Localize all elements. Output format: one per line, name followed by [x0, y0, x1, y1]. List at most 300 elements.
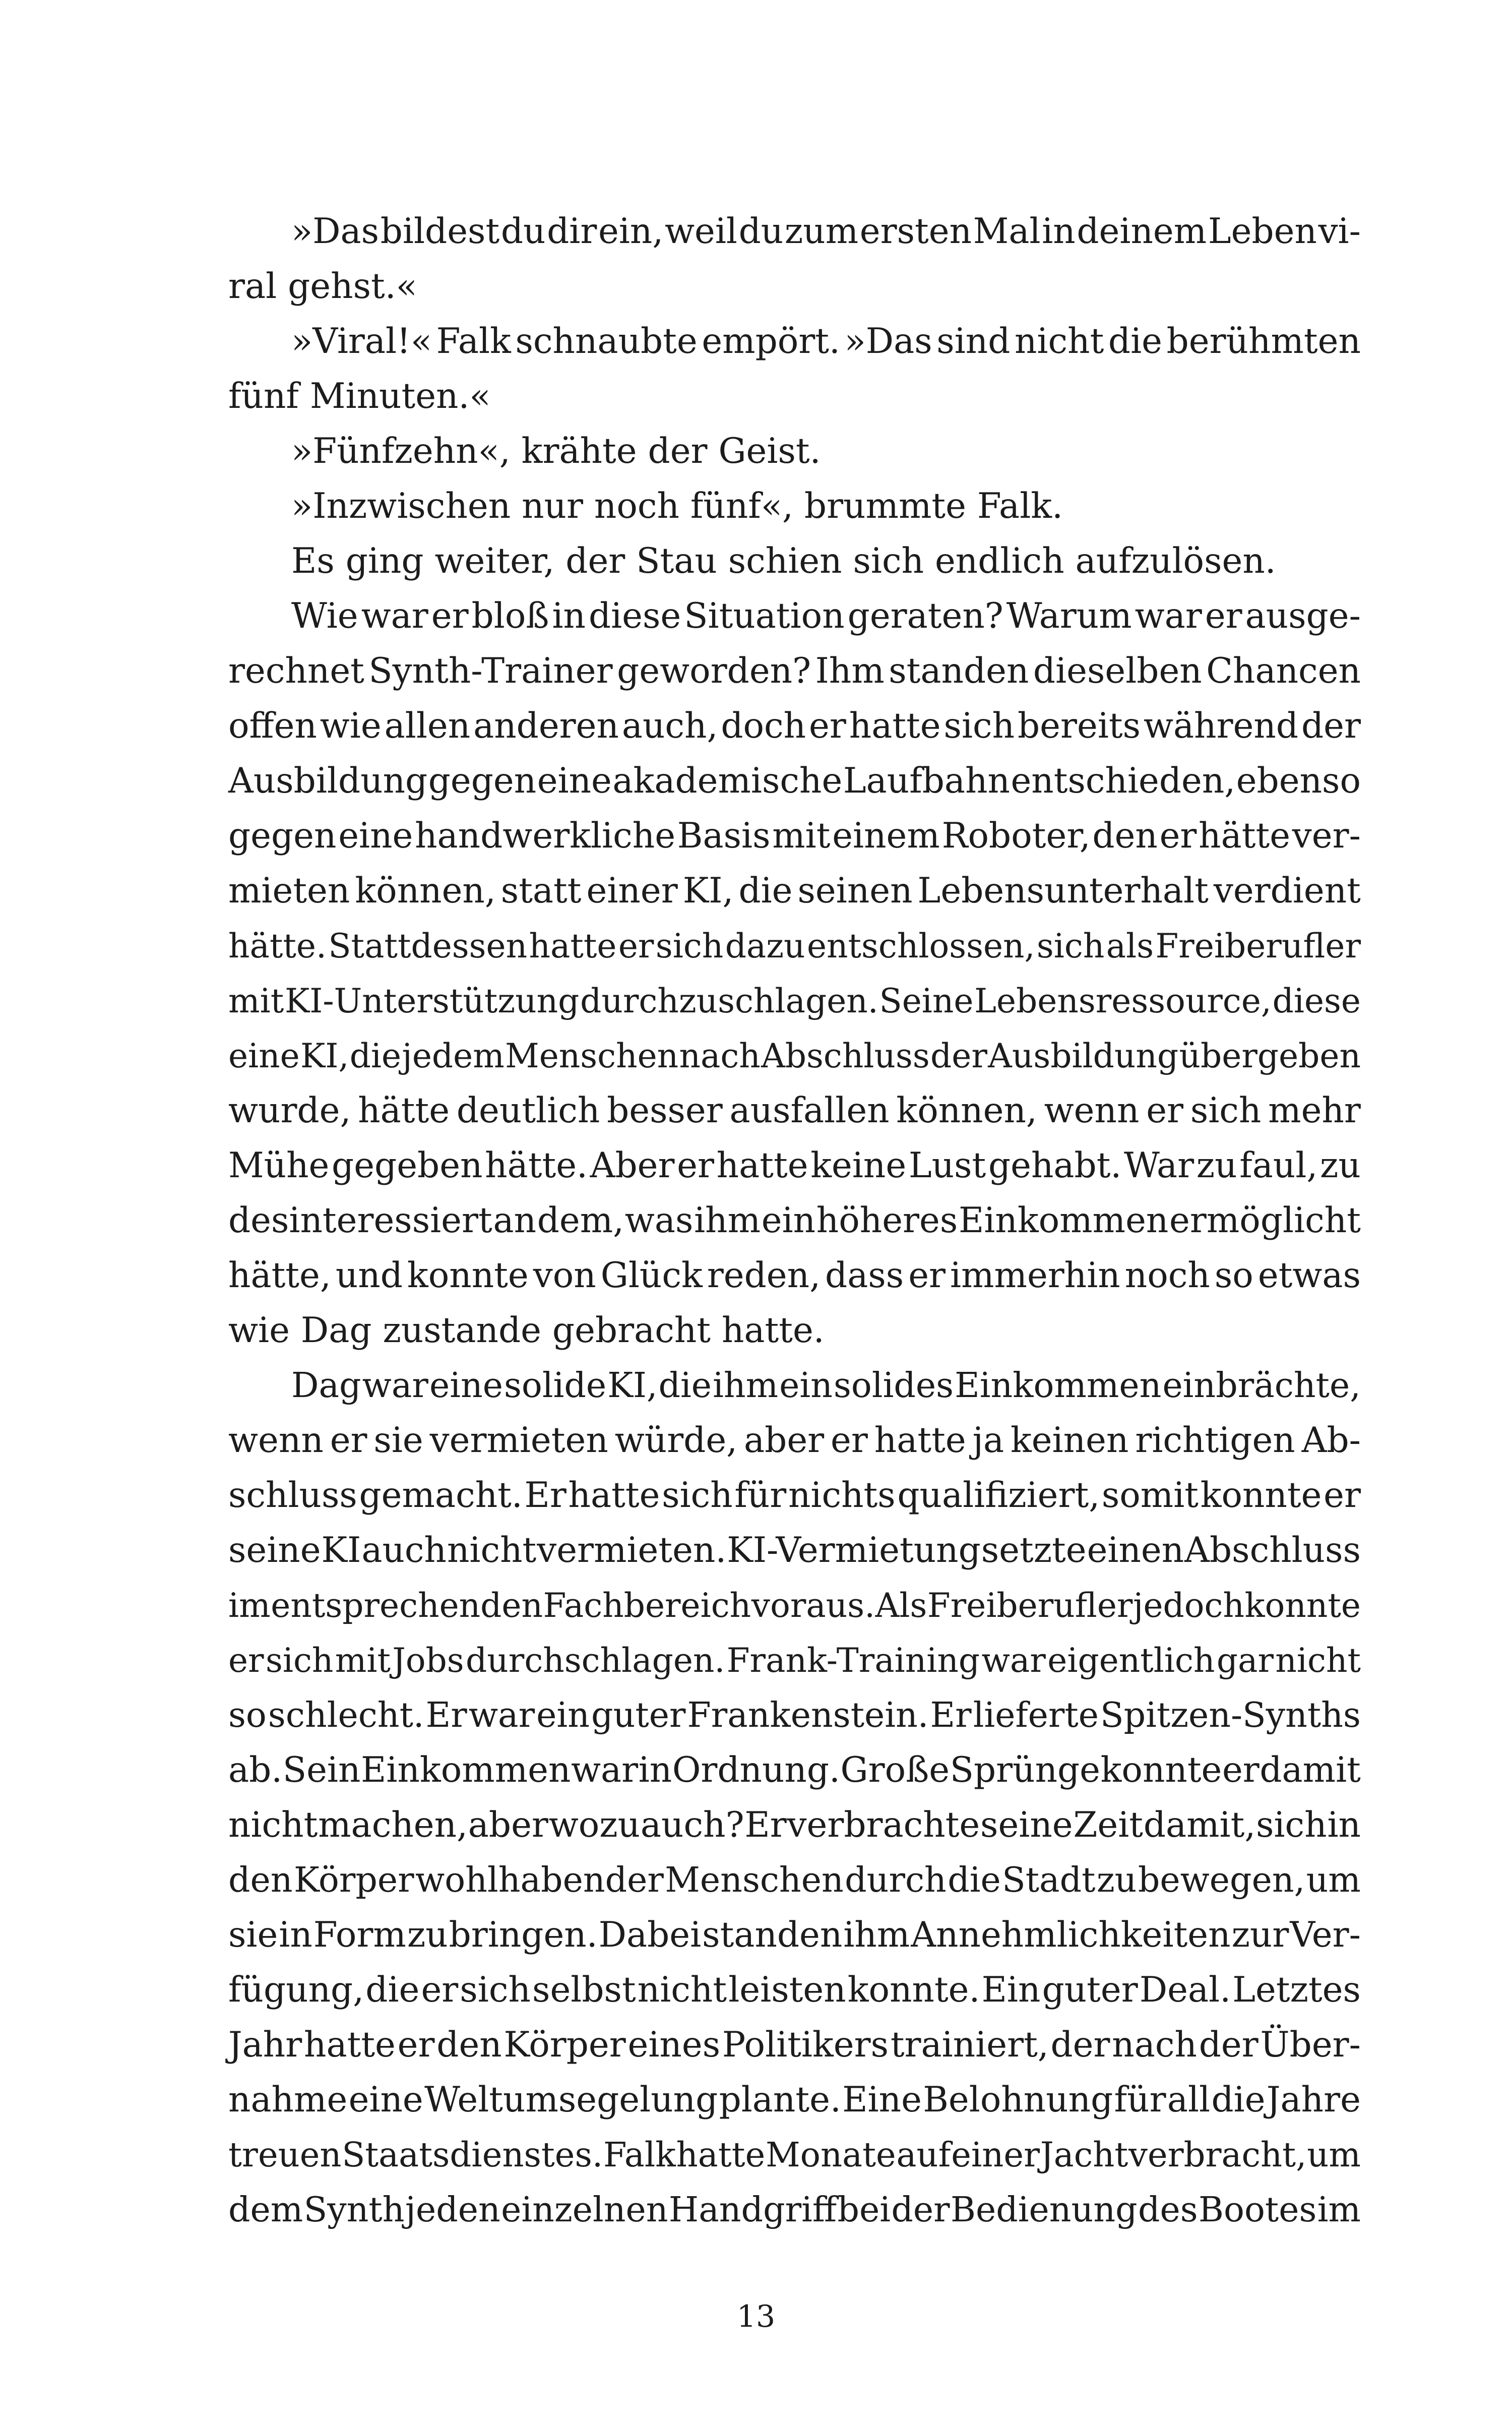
word: Politikers	[722, 2025, 889, 2065]
word: reden,	[707, 1255, 821, 1296]
text-line	[228, 314, 1361, 369]
word: deutlich	[456, 1091, 600, 1131]
word: Körper	[503, 2025, 626, 2065]
word: nicht	[637, 1970, 727, 2010]
word: seine	[228, 1530, 321, 1570]
word: hatte	[849, 706, 941, 746]
text-line	[228, 1798, 1361, 1853]
word: Frankenstein.	[687, 1696, 929, 1735]
word: ausge-	[1245, 596, 1361, 636]
word: einem	[832, 816, 940, 856]
text-line	[228, 1413, 1361, 1468]
word: dem	[228, 2190, 303, 2230]
text-line	[228, 919, 1361, 974]
word: um	[1306, 1860, 1361, 1900]
word: solides	[834, 1366, 954, 1406]
text-line	[228, 589, 1361, 644]
word: in	[279, 1915, 312, 1955]
text-line	[228, 1138, 1361, 1193]
word: ver-	[1292, 816, 1361, 856]
word: nicht	[1275, 1641, 1361, 1680]
word: vermieten.	[537, 1530, 727, 1570]
word: durchzuschlagen.	[580, 982, 878, 1020]
word: konnte	[1200, 1475, 1322, 1516]
word: Abschluss	[1184, 1530, 1361, 1570]
word: »Das	[844, 321, 932, 361]
word: für	[734, 1475, 787, 1516]
word: mieten	[228, 871, 350, 911]
word: Ausbildung	[228, 761, 428, 801]
word: KI-Vermietung	[727, 1530, 981, 1570]
word: Lebensunterhalt	[917, 871, 1209, 911]
text-line	[228, 864, 1361, 919]
word: Ver-	[1290, 1915, 1361, 1955]
word: in	[1327, 1805, 1361, 1845]
word: Situation	[684, 596, 845, 636]
word: entschieden,	[1011, 761, 1236, 801]
word: KI,	[300, 1037, 349, 1075]
text-line	[228, 2183, 1361, 2237]
word: ein	[536, 1696, 590, 1735]
word: nach	[679, 1037, 761, 1075]
word: zu	[1320, 1145, 1361, 1186]
word: jeden	[405, 2190, 500, 2230]
word: ja	[972, 1420, 1004, 1461]
word: Aber	[590, 1145, 675, 1186]
word: Bedienung	[951, 2190, 1138, 2230]
word: Synth-Trainer	[368, 651, 613, 691]
word: verbrachte	[787, 1805, 980, 1845]
word: auch	[361, 1530, 447, 1570]
word: du	[738, 211, 784, 252]
word: Eine	[842, 2080, 922, 2120]
word: mit	[772, 816, 831, 856]
word: er	[1324, 1475, 1361, 1516]
word: standen	[702, 1915, 843, 1955]
word: die	[1108, 321, 1162, 361]
word: Roboter,	[941, 816, 1091, 856]
word: an	[493, 1200, 537, 1241]
body-text	[228, 204, 1361, 2237]
word: besser	[607, 1091, 723, 1131]
word: Synth	[303, 2190, 405, 2230]
word: berühmten	[1166, 321, 1361, 361]
word: nicht	[447, 1530, 537, 1570]
word: solide	[504, 1366, 607, 1406]
word: können,	[896, 1091, 1037, 1131]
word: Große	[840, 1750, 950, 1790]
word: Handgriff	[668, 2190, 837, 2230]
word: Falk	[603, 2135, 676, 2174]
word: war	[362, 1366, 428, 1406]
word: wurde,	[228, 1091, 351, 1131]
word: der	[1050, 2025, 1110, 2065]
word: handwerkliche	[415, 816, 676, 856]
word: sie	[373, 1420, 423, 1461]
word: Ab-	[1301, 1420, 1361, 1461]
word: immerhin	[950, 1255, 1120, 1296]
word: hatte	[676, 2135, 766, 2174]
text-line	[228, 974, 1361, 1028]
word: diese	[1272, 982, 1361, 1020]
word: gegen	[228, 816, 337, 856]
word: Als	[875, 1586, 927, 1625]
text-line	[228, 2128, 1361, 2183]
word: und	[335, 1255, 403, 1296]
word: Menschen	[665, 1860, 844, 1900]
word: verbracht,	[1128, 2135, 1307, 2174]
word: wie	[320, 706, 382, 746]
word: im	[1317, 2190, 1361, 2230]
word: Staatsdienstes.	[342, 2135, 603, 2174]
text-line	[228, 809, 1361, 864]
word: Warum	[1006, 596, 1132, 636]
word: eigentlich	[1047, 1641, 1215, 1680]
word: Ihm	[815, 651, 885, 691]
word: er	[1146, 1091, 1184, 1131]
word: er	[1205, 596, 1242, 636]
word: Abschluss	[761, 1037, 930, 1075]
word: Fachbereich	[543, 1586, 751, 1625]
word: jedem	[402, 1037, 505, 1075]
word: wozu	[548, 1805, 641, 1845]
word: um	[1307, 2135, 1361, 2174]
word: somit	[1101, 1475, 1199, 1516]
word: war	[1135, 596, 1202, 636]
word: Mal	[973, 211, 1041, 252]
word: Form	[313, 1915, 406, 1955]
word: Er	[425, 1696, 467, 1735]
word: Ein	[981, 1970, 1041, 2010]
word: schluss	[228, 1475, 357, 1516]
word: Lust	[908, 1145, 986, 1186]
word: Freiberufler	[1155, 927, 1361, 965]
word: sind	[936, 321, 1011, 361]
word: eine	[338, 816, 413, 856]
word: konnte.	[847, 1970, 980, 2010]
word: Dabei	[598, 1915, 702, 1955]
word: schnaubte	[515, 321, 698, 361]
word: übergeben	[1179, 1037, 1361, 1075]
word: der	[930, 1037, 987, 1075]
word: weil	[664, 211, 737, 252]
word: seinen	[797, 871, 913, 911]
word: in	[1042, 211, 1076, 252]
word: sich	[662, 1475, 733, 1516]
word: er	[831, 1420, 868, 1461]
word: einzelnen	[501, 2190, 668, 2230]
word: gemacht.	[359, 1475, 523, 1516]
word: die	[1211, 2080, 1266, 2120]
word: den	[436, 2025, 502, 2065]
word: er	[431, 596, 469, 636]
text-line: Es ging weiter, der Stau schien sich endlich aufzulösen.	[291, 541, 1276, 581]
word: Jobs	[392, 1641, 464, 1680]
word: keine	[810, 1145, 907, 1186]
word: einer	[951, 2135, 1040, 2174]
word: die	[349, 1037, 402, 1075]
word: er	[1159, 816, 1197, 856]
text-line	[228, 2018, 1361, 2073]
word: die	[365, 1970, 420, 2010]
word: KI-Unterstützung	[284, 982, 580, 1020]
text-line	[228, 1743, 1361, 1798]
word: gar	[1216, 1641, 1274, 1680]
word: durch	[845, 1860, 947, 1900]
text-line	[228, 1688, 1361, 1743]
word: guter	[1042, 1970, 1138, 2010]
text-line	[228, 1578, 1361, 1633]
word: Ordnung.	[672, 1750, 840, 1790]
word: Spitzen-Synths	[1100, 1696, 1361, 1735]
word: Letztes	[1232, 1970, 1361, 2010]
word: höheres	[816, 1200, 958, 1241]
word: Leben	[1208, 211, 1317, 252]
word: vermieten	[429, 1420, 608, 1461]
word: aber	[744, 1420, 825, 1461]
word: Sein	[282, 1750, 361, 1790]
word: vi-	[1318, 211, 1361, 252]
word: wenn	[1044, 1091, 1140, 1131]
word: Körper	[293, 1860, 414, 1900]
word: plante.	[719, 2080, 841, 2120]
word: bringen.	[449, 1915, 598, 1955]
word: was	[624, 1200, 694, 1241]
word: entschlossen,	[806, 927, 1035, 965]
text-line	[228, 2073, 1361, 2128]
word: keinen	[1011, 1420, 1129, 1461]
word: hätte	[1199, 816, 1291, 856]
word: er	[908, 1255, 946, 1296]
word: er	[618, 927, 654, 965]
word: der	[891, 2190, 950, 2230]
word: dass	[825, 1255, 904, 1296]
word: gehabt.	[988, 1145, 1122, 1186]
word: offen	[228, 706, 317, 746]
word: setzte	[981, 1530, 1087, 1570]
word: während	[1143, 706, 1299, 746]
word: auch,	[621, 706, 718, 746]
text-line	[228, 699, 1361, 754]
word: sich	[265, 1641, 334, 1680]
text-line	[228, 1523, 1361, 1578]
word: hatte	[716, 1145, 808, 1186]
word: »Das	[291, 211, 380, 252]
word: eines	[627, 2025, 721, 2065]
word: dir	[547, 211, 597, 252]
word: zu	[1096, 1860, 1137, 1900]
word: nahme	[228, 2080, 348, 2120]
word: Menschen	[505, 1037, 679, 1075]
word: Seine	[879, 982, 974, 1020]
word: Ausbildung	[988, 1037, 1179, 1075]
word: Laufbahn	[843, 761, 1010, 801]
word: empört.	[702, 321, 840, 361]
word: KI,	[682, 871, 734, 911]
word: konnte	[407, 1255, 529, 1296]
word: er	[397, 2025, 435, 2065]
word: in	[552, 596, 586, 636]
word: wohlhabender	[415, 1860, 664, 1900]
word: in	[638, 1750, 672, 1790]
word: sich	[1256, 1805, 1327, 1845]
word: Annehmlichkeiten	[911, 1915, 1231, 1955]
word: Einkommen	[958, 1200, 1169, 1241]
word: qualifiziert,	[897, 1475, 1100, 1516]
word: dieselben	[1033, 651, 1202, 691]
word: ein,	[598, 211, 664, 252]
word: treuen	[228, 2135, 342, 2174]
word: eine	[429, 1366, 503, 1406]
word: im	[228, 1586, 271, 1625]
word: war	[571, 1750, 639, 1790]
word: so	[228, 1696, 267, 1735]
word: guter	[591, 1696, 686, 1735]
word: er	[421, 1970, 459, 2010]
word: bloß	[471, 596, 549, 636]
word: Einkommen	[955, 1366, 1162, 1406]
word: War	[1124, 1145, 1194, 1186]
word: durchschlagen.	[466, 1641, 725, 1680]
word: hatte	[874, 1420, 966, 1461]
word: die	[658, 1366, 712, 1406]
word: faul,	[1239, 1145, 1318, 1186]
word: richtigen	[1135, 1420, 1295, 1461]
word: Mühe	[228, 1145, 330, 1186]
text-line: ral gehst.«	[228, 266, 417, 307]
word: seine	[980, 1805, 1073, 1845]
word: als	[1106, 927, 1154, 965]
word: Sprünge	[950, 1750, 1101, 1790]
word: sich	[655, 927, 724, 965]
word: hätte.	[485, 1145, 588, 1186]
word: Freiberufler	[927, 1586, 1133, 1625]
word: rechnet	[228, 651, 364, 691]
word: würde,	[614, 1420, 738, 1461]
word: lieferte	[973, 1696, 1099, 1735]
word: verdient	[1213, 871, 1361, 911]
word: ersten	[859, 211, 972, 252]
word: Zeit	[1073, 1805, 1144, 1845]
word: Wie	[291, 596, 358, 636]
word: einer	[586, 871, 678, 911]
page-number: 13	[736, 2299, 776, 2334]
text-line: fünf Minuten.«	[228, 376, 491, 416]
word: fügung,	[228, 1970, 364, 2010]
word: mehr	[1268, 1091, 1361, 1131]
word: den	[1092, 816, 1158, 856]
word: sich	[1190, 1091, 1262, 1131]
word: er	[228, 1641, 264, 1680]
word: einen	[1087, 1530, 1184, 1570]
word: Er	[930, 1696, 972, 1735]
text-line	[228, 1193, 1361, 1248]
word: hatte	[568, 1475, 660, 1516]
word: sich	[1036, 927, 1105, 965]
word: damit	[1259, 1750, 1361, 1790]
word: desinteressiert	[228, 1200, 492, 1241]
word: er	[330, 1420, 367, 1461]
text-line	[228, 1358, 1361, 1413]
word: wenn	[228, 1420, 324, 1461]
word: ebenso	[1236, 761, 1361, 801]
word: nichts	[788, 1475, 896, 1516]
word: hätte.	[228, 927, 327, 965]
word: eine	[228, 1037, 300, 1075]
word: ein	[761, 1200, 816, 1241]
word: Glück	[600, 1255, 703, 1296]
text-line	[228, 644, 1361, 699]
word: noch	[1124, 1255, 1210, 1296]
word: bei	[837, 2190, 891, 2230]
word: diese	[588, 596, 681, 636]
word: er	[809, 706, 846, 746]
word: hatte	[304, 2025, 396, 2065]
word: ein	[779, 1366, 833, 1406]
word: ihm	[843, 1915, 910, 1955]
word: nicht	[228, 1805, 318, 1845]
word: gegeben	[332, 1145, 483, 1186]
word: hätte,	[228, 1255, 331, 1296]
word: dazu	[725, 927, 805, 965]
word: damit,	[1143, 1805, 1256, 1845]
word: standen	[889, 651, 1029, 691]
text-line	[228, 1908, 1361, 1963]
word: »Viral!«	[291, 321, 432, 361]
text-line: wie Dag zustande gebracht hatte.	[228, 1310, 825, 1351]
word: zu	[1196, 1145, 1237, 1186]
word: die	[738, 871, 793, 911]
word: Er	[744, 1805, 787, 1845]
word: Einkommen	[361, 1750, 571, 1790]
text-line	[228, 1633, 1361, 1688]
word: aber	[468, 1805, 548, 1845]
word: trainiert,	[890, 2025, 1049, 2065]
word: du	[500, 211, 546, 252]
word: all	[1167, 2080, 1211, 2120]
word: anderen	[473, 706, 619, 746]
text-line	[228, 754, 1361, 809]
word: Stadt	[1002, 1860, 1096, 1900]
word: jedoch	[1133, 1586, 1245, 1625]
word: dem,	[537, 1200, 624, 1241]
word: statt	[500, 871, 582, 911]
word: Lebensressource,	[974, 982, 1272, 1020]
word: nach	[1112, 2025, 1197, 2065]
word: doch	[721, 706, 806, 746]
word: sich	[943, 706, 1015, 746]
word: etwas	[1257, 1255, 1361, 1296]
word: bildest	[380, 211, 500, 252]
word: sich	[460, 1970, 531, 2010]
word: Belohnung	[923, 2080, 1113, 2120]
word: Bootes	[1199, 2190, 1317, 2230]
word: Deal.	[1139, 1970, 1231, 2010]
word: allen	[384, 706, 471, 746]
word: Jahre	[1266, 2080, 1361, 2120]
word: einbrächte,	[1162, 1366, 1361, 1406]
word: Über-	[1260, 2025, 1361, 2065]
word: zu	[407, 1915, 448, 1955]
word: entsprechenden	[271, 1586, 543, 1625]
word: akademische	[612, 761, 843, 801]
word: mit	[228, 982, 284, 1020]
word: er	[677, 1145, 714, 1186]
word: machen,	[318, 1805, 468, 1845]
word: er	[1222, 1750, 1259, 1790]
word: ausfallen	[729, 1091, 890, 1131]
word: auch?	[640, 1805, 744, 1845]
